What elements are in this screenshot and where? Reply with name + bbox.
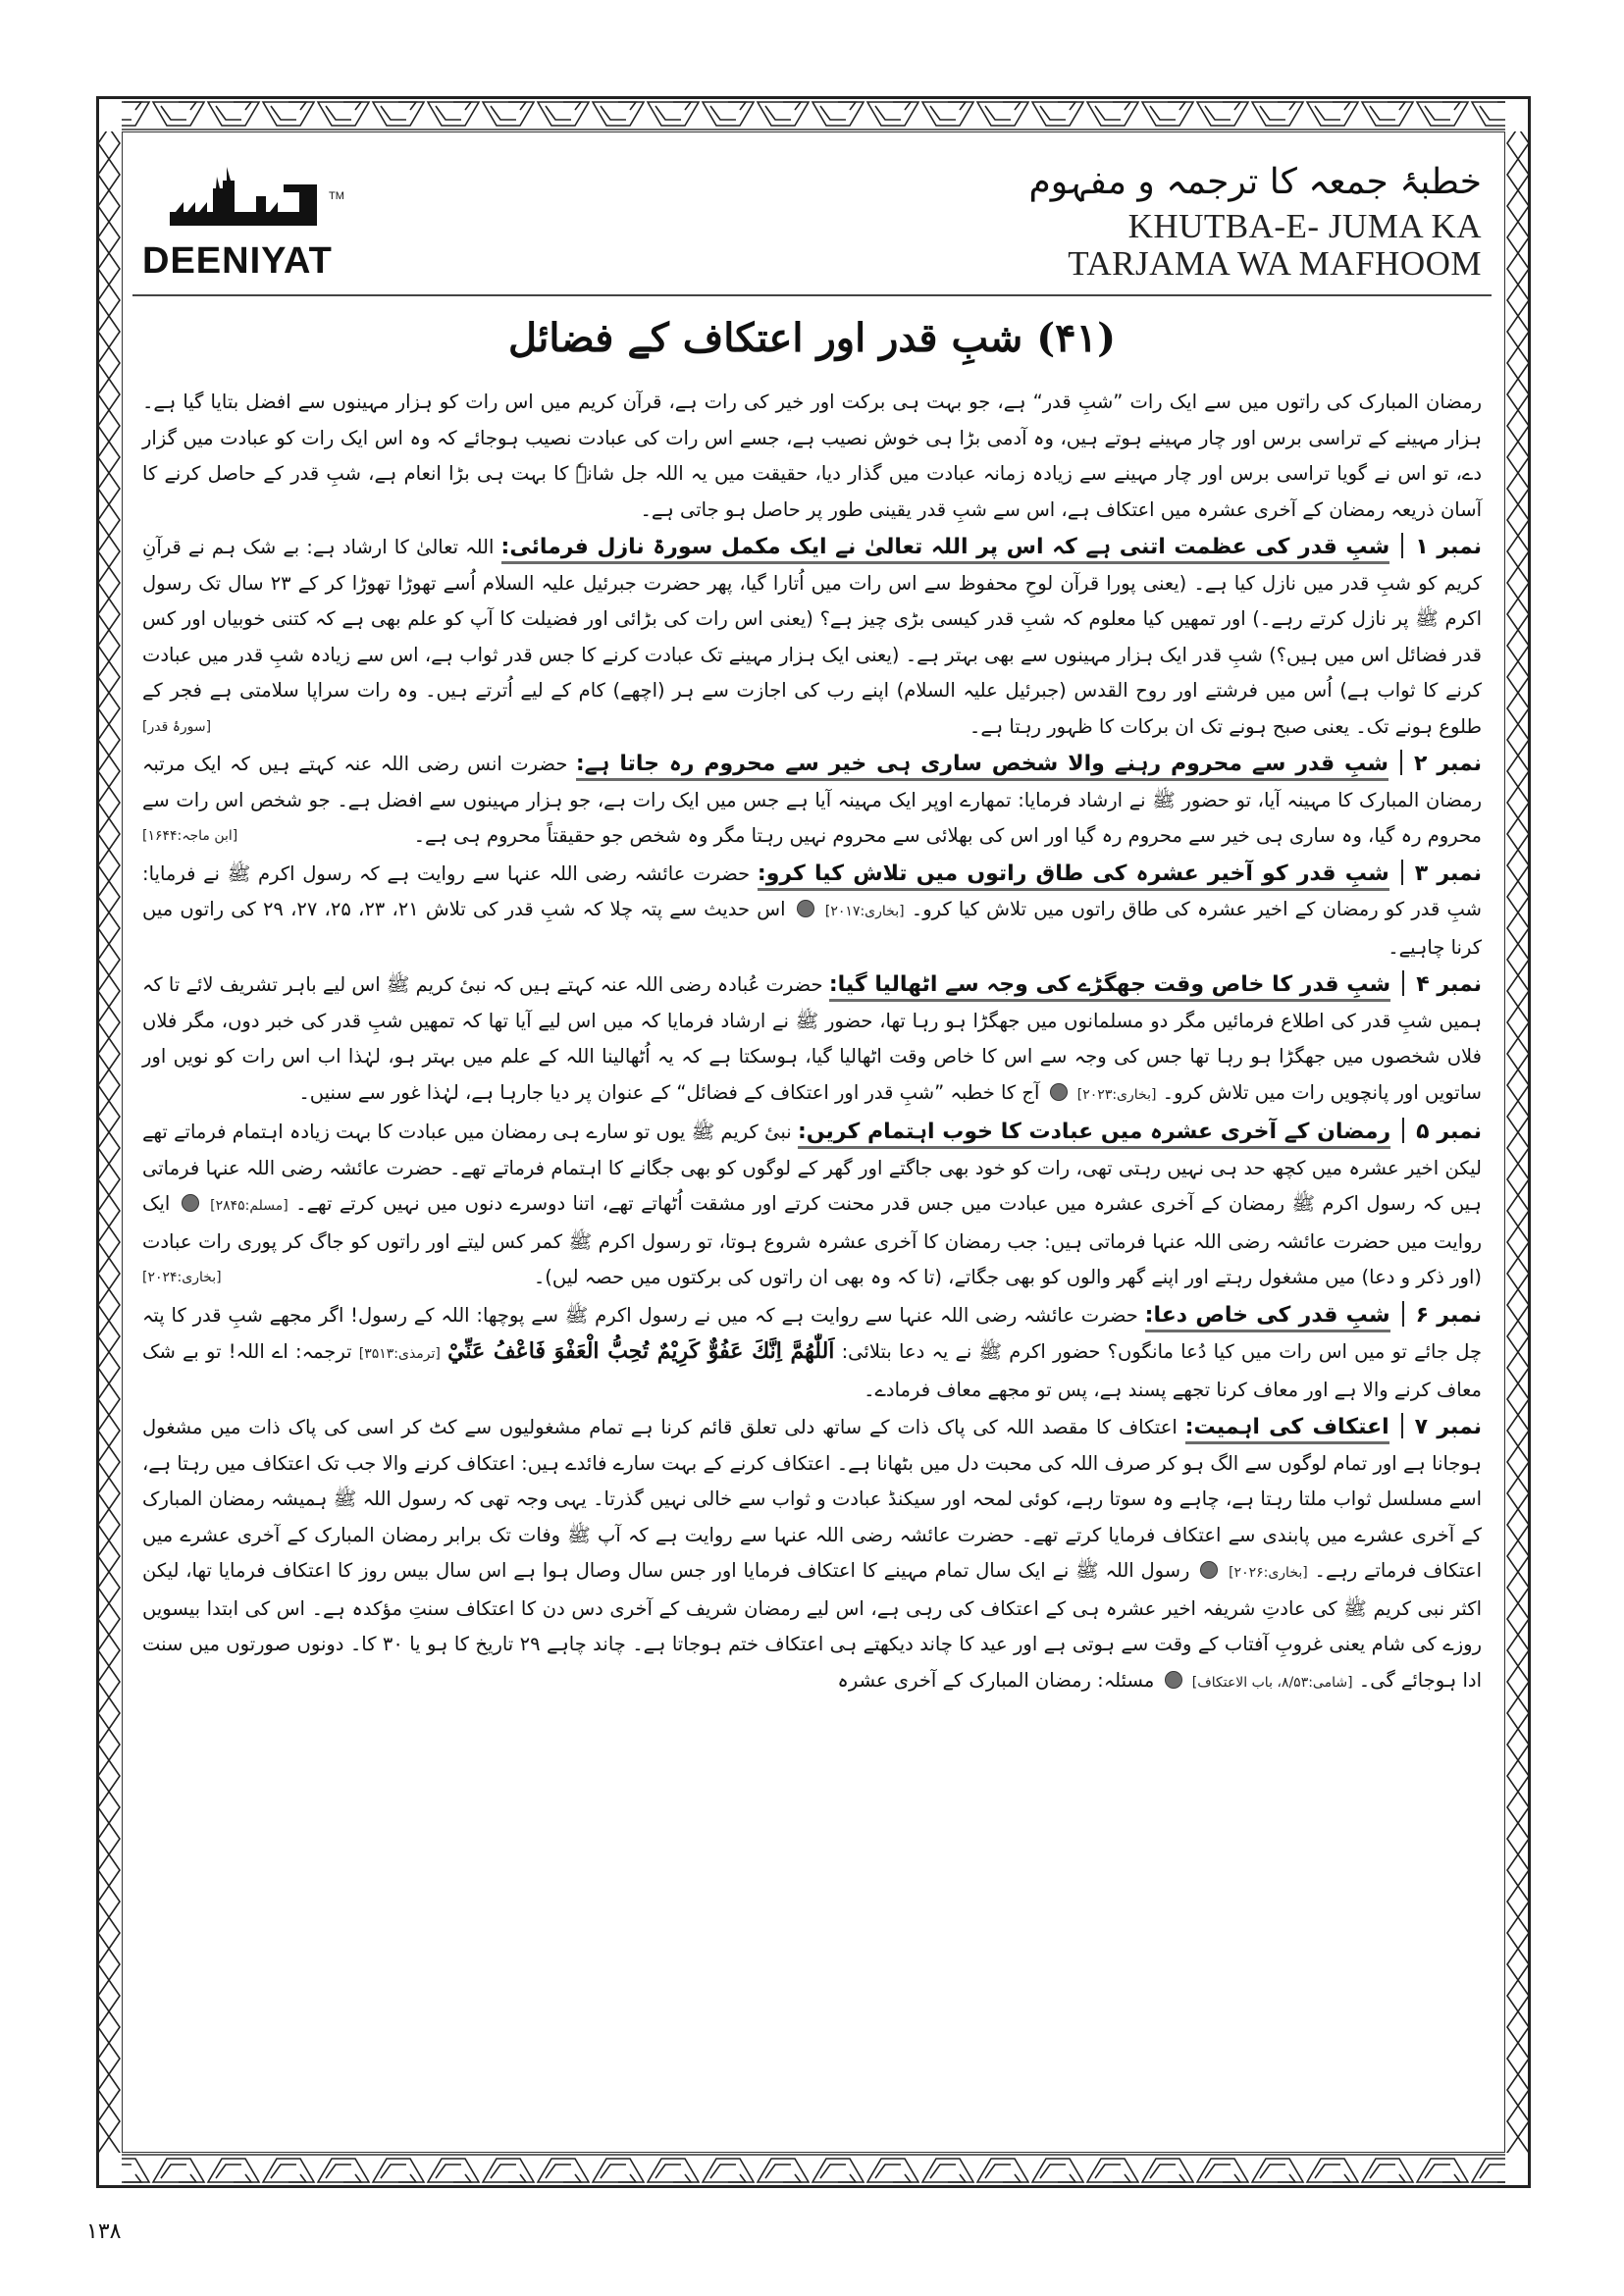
page-title: (۴۱) شبِ قدر اور اعتکاف کے فضائل <box>507 315 1117 361</box>
section-title: شبِ قدر کو آخیر عشرہ کی طاق راتوں میں تلاش کیا کرو: <box>758 861 1389 891</box>
section-body: نبیٔ کریم ﷺ یوں تو سارے ہی رمضان میں عبادت کا بہت زیادہ اہتمام فرماتے تھے لیکن اخیر عشرہ میں کچھ حد ہی نہیں رہتی تھی، رات کو خود بھی جاگتے اور گھر کے لوگوں کو بھی جگانے کا اہتمام فرماتے تھے۔ حضرت عائشہ رضی اللہ عنہا فرماتی ہیں کہ رسول اکرم ﷺ رمضان کے آخری عشرہ میں عبادت میں جس قدر محنت کرتے اور مشقت اُٹھاتے تھے، اتنا دوسرے دنوں میں نہیں کرتے تھے۔ <box>142 1121 1482 1215</box>
reference-citation: [ابن ماجہ:۱۶۴۴] <box>142 828 238 844</box>
section-heading <box>1178 1416 1482 1438</box>
section-heading <box>567 753 1482 775</box>
section-heading <box>1138 1304 1482 1327</box>
section-divider-bar <box>1402 1301 1404 1327</box>
section-body: حضرت عائشہ رضی اللہ عنہا سے روایت ہے کہ میں نے رسول اکرم ﷺ سے پوچھا: اللہ کے رسول! اگر مجھے شبِ قدر کا پتہ چل جائے تو میں اس رات میں کیا دُعا مانگوں؟ حضور اکرم ﷺ نے یہ دعا بتلائی: <box>142 1303 1483 1363</box>
bullet-dot-icon <box>1050 1083 1068 1101</box>
section-heading <box>823 973 1482 996</box>
section-body: حضرت انس رضی اللہ عنہ کہتے ہیں کہ ایک مرتبہ رمضان المبارک کا مہینہ آیا، تو حضور ﷺ نے ارشاد فرمایا: تمھارے اوپر ایک مہینہ آیا ہے جس میں ایک رات ہے، جو ہزار مہینوں سے افضل ہے۔ جو شخص اس رات سے محروم رہ گیا، وہ ساری ہی خیر سے محروم رہ گیا اور اس کی بھلائی سے محروم نہیں رہتا مگر وہ شخص جو حقیقتاً محروم ہی ہے۔ <box>142 753 1482 847</box>
section-heading <box>494 536 1482 558</box>
section-body: حضرت عُبادہ رضی اللہ عنہ کہتے ہیں کہ نبیٔ کریم ﷺ اس لیے باہر تشریف لائے تا کہ ہمیں شبِ قدر کی اطلاع فرمائیں مگر دو مسلمانوں میں جھگڑا ہو رہا تھا، حضور ﷺ نے ارشاد فرمایا کہ میں اس لیے آیا تھا کہ تمھیں شبِ قدر کی خبر دوں، مگر فلاں فلاں شخصوں میں جھگڑا ہو رہا تھا جس کی وجہ سے اس کا خاص وقت اٹھالیا گیا، ہوسکتا ہے کہ یہ اُٹھالینا اللہ کے علم میں بہتر ہو، لہٰذا اب اس رات کو نویں اور ساتویں اور پانچویں رات میں تلاش کرو۔ <box>142 973 1482 1104</box>
section-heading <box>750 862 1482 885</box>
section-3 <box>142 857 1482 966</box>
trademark-symbol: TM <box>329 190 344 202</box>
section-number: نمبر ۶ <box>1415 1302 1482 1328</box>
section-title: رمضان کے آخری عشرہ میں عبادت کا خوب اہتمام کریں: <box>798 1120 1390 1149</box>
section-note: ایک روایت میں حضرت عائشہ رضی اللہ عنہا فرماتی ہیں: جب رمضان کا آخری عشرہ شروع ہوتا، تو رسول اکرم ﷺ کمر کس لیتے اور راتوں کو جاگ کر پوری رات عبادت (اور ذکر و دعا) میں مشغول رہتے اور اپنے گھر والوں کو بھی جگاتے، (تا کہ وہ بھی ان راتوں کی برکتوں میں حصہ لیں)۔ <box>142 1192 1482 1288</box>
section-note: آج کا خطبہ ”شبِ قدر اور اعتکاف کے فضائل“ کے عنوان پر دیا جارہا ہے، لہٰذا غور سے سنیں۔ <box>298 1080 1040 1104</box>
page-header <box>132 157 1492 294</box>
section-divider-bar <box>1402 1118 1404 1143</box>
mosque-minaret-icon <box>162 167 329 240</box>
reference-citation: [ترمذی:۳۵۱۳] <box>358 1346 441 1362</box>
reference-citation: [بخاری:۲۰۲۶] <box>1229 1565 1308 1581</box>
header-title-en-line1: KHUTBA-E- JUMA KA <box>1127 207 1482 245</box>
reference-citation-2: [بخاری:۲۰۲۴] <box>142 1270 222 1285</box>
section-1 <box>142 530 1482 745</box>
section-divider-bar <box>1401 860 1403 885</box>
logo-wordmark: DEENIYAT <box>142 240 333 282</box>
deeniyat-logo <box>142 167 368 280</box>
section-body: حضرت عائشہ رضی اللہ عنہا سے روایت ہے کہ رسول اکرم ﷺ نے فرمایا: شبِ قدر کو رمضان کے اخیر عشرہ کی طاق راتوں میں تلاش کیا کرو۔ <box>142 861 1483 920</box>
bullet-dot-icon <box>797 900 814 917</box>
section-number: نمبر ۴ <box>1416 972 1483 997</box>
section-number: نمبر ۳ <box>1414 861 1482 886</box>
border-pattern-top <box>96 96 1531 131</box>
header-divider <box>132 294 1492 296</box>
section-divider-bar <box>1401 533 1403 558</box>
section-heading <box>792 1121 1482 1143</box>
border-pattern-right <box>1505 96 1531 2188</box>
reference-citation: [بخاری:۲۰۲۳] <box>1076 1086 1157 1103</box>
header-title-block <box>1029 157 1483 283</box>
section-title: اعتکاف کی اہمیت: <box>1185 1415 1389 1444</box>
dua-arabic-text: اَللّٰهُمَّ اِنَّكَ عَفُوٌّ كَرِيْمٌ تُحِبُّ الْعَفْوَ فَاعْفُ عَنِّيْ <box>447 1338 835 1364</box>
section-title: شبِ قدر کا خاص وقت جھگڑے کی وجہ سے اٹھالیا گیا: <box>829 972 1390 1002</box>
section-divider-bar <box>1401 1413 1403 1438</box>
section-5 <box>142 1115 1482 1296</box>
border-pattern-bottom <box>96 2153 1531 2188</box>
reference-citation-2: [شامی:۸/۵۳، باب الاعتکاف] <box>1191 1674 1353 1691</box>
section-title: شبِ قدر کی خاص دعا: <box>1145 1303 1390 1332</box>
border-pattern-left <box>96 96 122 2188</box>
intro-paragraph: رمضان المبارک کی راتوں میں سے ایک رات ”شبِ قدر“ ہے، جو بہت ہی برکت اور خیر کی رات ہے، قرآن کریم میں اس رات کو ہزار مہینوں سے افضل بتایا گیا ہے۔ ہزار مہینے کے تراسی برس اور چار مہینے ہوتے ہیں، وہ آدمی بڑا ہی خوش نصیب ہے، جسے اس رات کی عبادت نصیب ہوجائے کہ وہ اس ایک رات کو عبادت میں گزار دے، تو اس نے گویا تراسی برس اور چار مہینے سے زیادہ زمانہ عبادت میں گذار دیا، حقیقت میں یہ اللہ جل شانہٗ کا بہت ہی بڑا انعام ہے، شبِ قدر کے حاصل کرنے کا آسان ذریعہ رمضان کے آخری عشرہ میں اعتکاف ہے، اس سے شبِ قدر یقینی طور پر حاصل ہو جاتی ہے۔ <box>142 391 1482 521</box>
section-4 <box>142 967 1482 1113</box>
section-title: شبِ قدر سے محروم رہنے والا شخص ساری ہی خیر سے محروم رہ جاتا ہے: <box>576 752 1388 781</box>
reference-citation: [بخاری:۲۰۱۷] <box>824 904 905 919</box>
reference-citation: [مسلم:۲۸۴۵] <box>210 1198 288 1214</box>
bullet-dot-icon <box>182 1194 199 1212</box>
reference-citation: [سورۂ قدر] <box>142 718 212 735</box>
dua-translation: ترجمہ: اے اللہ! تو بے شک معاف کرنے والا ہے اور معاف کرنا تجھے پسند ہے، پس تو مجھے معاف فرمادے۔ <box>142 1340 1482 1401</box>
section-number: نمبر ۷ <box>1414 1415 1483 1439</box>
section-note: اس حدیث سے پتہ چلا کہ شبِ قدر کی تلاش ۲۱، ۲۳، ۲۵، ۲۷، ۲۹ کی راتوں میں کرنا چاہیے۔ <box>142 898 1482 959</box>
section-divider-bar <box>1402 970 1404 996</box>
section-title: شبِ قدر کی عظمت اتنی ہے کہ اس پر اللہ تعالیٰ نے ایک مکمل سورۃ نازل فرمائی: <box>501 535 1390 564</box>
section-body: اللہ تعالیٰ کا ارشاد ہے: بے شک ہم نے قرآنِ کریم کو شبِ قدر میں نازل کیا ہے۔ (یعنی پورا قرآن لوحِ محفوظ سے اس رات میں اُتارا گیا، پھر حضرت جبرئیل علیہ السلام اُسے تھوڑا تھوڑا کر کے ۲۳ سال تک رسول اکرم ﷺ پر نازل کرتے رہے۔) اور تمھیں کیا معلوم کہ شبِ قدر کیسی بڑی چیز ہے؟ (یعنی اس رات کی بڑائی اور فضیلت کا آپ کو علم بھی ہے کہ کتنی خوبیاں اور کس قدر فضائل اس میں ہیں؟) شبِ قدر ایک ہزار مہینوں سے بھی بہتر ہے۔ (یعنی ایک ہزار مہینے تک عبادت کرنے کا جس قدر ثواب ہے، اس سے زیادہ شبِ قدر میں عبادت کرنے کا ثواب ہے) اُس میں فرشتے اور روح القدس (جبرئیل علیہ السلام) اپنے رب کی اجازت سے ہر (اچھے) کام کے لیے اُترتے ہیں۔ وہ رات سراپا سلامتی ہے فجر کے طلوع ہونے تک۔ یعنی صبح ہونے تک ان برکات کا ظہور رہتا ہے۔ <box>142 536 1483 738</box>
section-body: اعتکاف کا مقصد اللہ کی پاک ذات کے ساتھ دلی تعلق قائم کرنا ہے تمام مشغولیوں سے کٹ کر اسی کی پاک ذات میں مشغول ہوجانا ہے اور تمام لوگوں سے الگ ہو کر صرف اللہ کی محبت دل میں بٹھانا ہے۔ اعتکاف کرنے کے بہت سارے فائدے ہیں: اعتکاف کرنے والا جب تک اعتکاف میں رہتا ہے، اسے مسلسل ثواب ملتا رہتا ہے، چاہے وہ سوتا رہے، کوئی لمحہ اور سیکنڈ عبادت و ثواب سے خالی نہیں گذرتا۔ یہی وجہ تھی کہ رسول اللہ ﷺ ہمیشہ رمضان المبارک کے آخری عشرے میں پابندی سے اعتکاف فرمایا کرتے تھے۔ حضرت عائشہ رضی اللہ عنہا سے روایت ہے کہ آپ ﷺ وفات تک برابر رمضان المبارک کے آخری عشرے میں اعتکاف فرماتے رہے۔ <box>142 1416 1482 1582</box>
section-number: نمبر ۵ <box>1416 1120 1482 1144</box>
section-note-2: مسئلہ: رمضان المبارک کے آخری عشرہ <box>837 1668 1155 1692</box>
bullet-dot-icon <box>1200 1561 1218 1579</box>
section-divider-bar <box>1400 750 1402 775</box>
bullet-dot-icon <box>1165 1671 1182 1689</box>
section-note: رسول اللہ ﷺ نے ایک سال تمام مہینے کا اعتکاف فرمایا اور جس سال وصال ہوا ہے اس سال بیس روز کا اعتکاف فرمایا تھا، لیکن اکثر نبی کریم ﷺ کی عادتِ شریفہ اخیر عشرہ ہی کے اعتکاف کی رہی ہے، اس لیے رمضان شریف کے آخری دس دن کا اعتکاف سنتِ مؤکدہ ہے۔ اس کی ابتدا بیسویں روزے کی شام یعنی غروبِ آفتاب کے وقت سے ہوتی ہے اور عید کا چاند دیکھتے ہی اعتکاف ختم ہوجاتا ہے۔ چاند چاہے ۲۹ تاریخ کا ہو یا ۳۰ کا۔ دونوں صورتوں میں سنت ادا ہوجائے گی۔ <box>142 1559 1482 1692</box>
document-body <box>142 385 1482 1700</box>
section-number: نمبر ۲ <box>1413 752 1482 776</box>
page-number: ۱۳۸ <box>86 2219 122 2244</box>
header-title-urdu: خطبۂ جمعہ کا ترجمہ و مفہوم <box>1028 162 1482 202</box>
section-2 <box>142 747 1482 855</box>
section-7 <box>142 1410 1482 1700</box>
section-number: نمبر ۱ <box>1415 535 1483 559</box>
section-6 <box>142 1298 1482 1409</box>
header-title-en-line2: TARJAMA WA MAFHOOM <box>1068 244 1482 283</box>
